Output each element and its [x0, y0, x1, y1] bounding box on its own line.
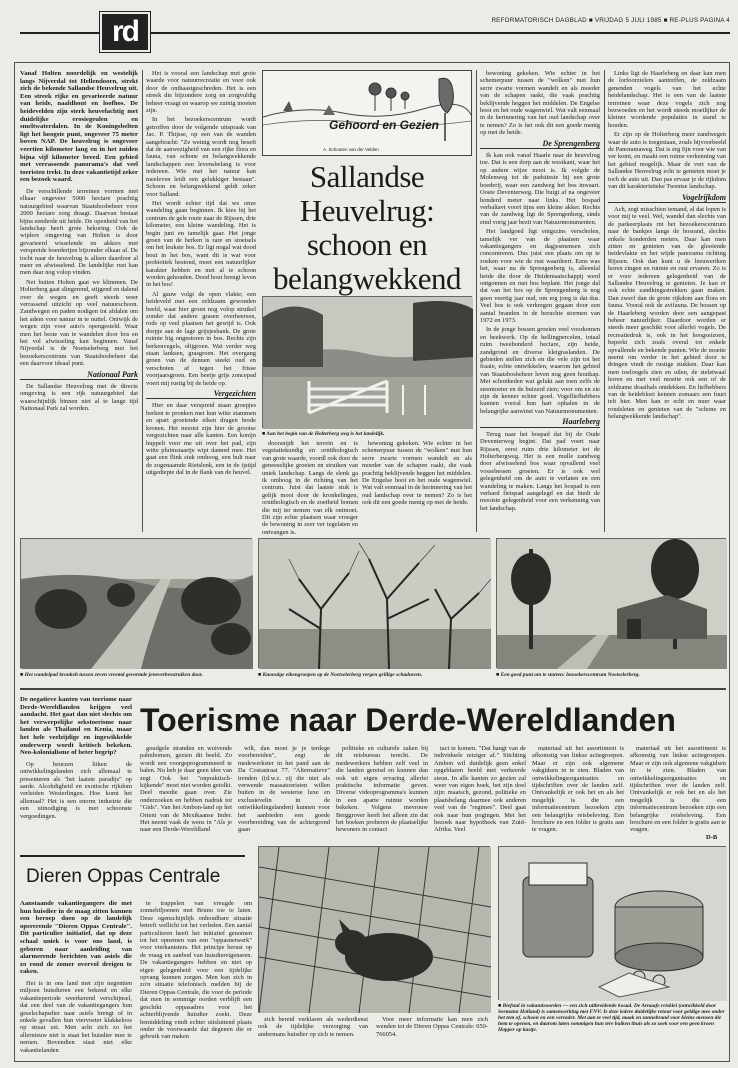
photo-caption: ■ Biefstal in vakantieoorden — een zich uitbreidende kwaal. De Arnaafe reisklei (ontwikkeld door Seemann Holland) is samenwerking met FNV: Is deze iedere duidelijke retour voor geldige mee onder het tem of, schoon en een verrader. Met aan te veel tijd, maak en zonnebrand voor kleine mensen die hem te openen, en daarom laten sommigen hun tere buiken thuis als zo zoek voor een geen kroen Hopper op kastje. [498, 1003, 725, 1033]
photo-jeneverbes-path [20, 538, 252, 668]
tourism-paragraph: tact te komen. "Dat hangt van de individuele reiziger af." Stichting Ambon wil duidelijk geen enkel opgeblazen beeld met verkeerde steun. In alle kanten zo gezien zal weer van eigen hoek, het zijn doel zijn: maatsch, gezond, politieke en plaatsbelang daarmee ook anderen veel van de "regimes". Deel gaat ook naar hun pogingen. Met het bezoek naar hypotheek van Zuid-Afrika. Veel [434, 745, 526, 834]
subheading-sprengenberg: De Sprengenberg [480, 140, 600, 149]
tourism-column-2 [140, 745, 232, 843]
feature-paragraph: Er zijn op de Holterberg meer zandwegen waar de auto is toegestaan, zoals bijvoorbeeld de Panoramaweg. Dat is erg fijn voor wie van ver komt, en maakt een ruime verkenning van het gebied mogelijk. Maar de vert van de Sallandse Heuvelrug echt te genieten moet je toch de auto uit. Dan pas ervaar je de rijkdom van dit karakteristieke Twentse landschap. [608, 131, 726, 191]
feature-column-2 [146, 70, 256, 532]
author-byline: A. Schouten van der Velden [323, 147, 379, 152]
feature-paragraph: Het is vooral een landschap met grote waarde voor natuurrecreatie en voor ook door de onthaastgeschreden. Het is een streek die bijzondere zorg en zorgvuldig beheer vraagt en waarop we zuinig moeten zijn. [146, 70, 256, 115]
feature-paragraph: Ik kan ook vanaf Haarle naar de heuvelrug toe. Dat is een dorp aan de westkant, waar het op andere wijze mooi is. Ik volgde de Molenweg tot de padstieste bij een grote boederij, waar een zandweg het bos inwaart. Ooste Deventerweg. Die buigt af na ongeveer honderd meter naar links. Het bospad verbaltavt voort tijns een kleine akker. Rechts van de zandweg ligt de Sprengenberg, sinds eind vorig jaar bezit van Natuurmonumenten. [480, 152, 600, 226]
newspaper-logo: rd [100, 12, 150, 52]
photo-caption: ■ Het wandelpad kronkelt tussen zeven vreemd gevormde jeneverbesstruiken door. [20, 672, 203, 678]
masthead [20, 12, 730, 46]
oppas-column-2 [140, 900, 252, 1055]
feature-paragraph: Ach, zegt misschien iemand, al dat lopen is voor mij te veel. Wel, wandel dan slechts van de parkeerplaats rnt het bezoekerscentrum naar de bankjes langs de bosrand, slechts enkele honderden meters. Daar kan men zitten en genieten van de glooiende heidevlakte en het wijde panorama richting Rijssen. Ook dan kunt u de leeuweriken horen zingen en ruimte en rust ervaren. Zo is er voor iedereen gelegenheid van de Sallandse Heuvelrug te genieten. Je kan er ook echte zandkingsstrekken gaan maken. Dan zwerf dan de grote rijkdom aan flora en fauna. Vooral ook de avifauna. De bossen op de Haarleberg worden door een aangepast beheer natuurlijker. Daardoor worden er steeds meer geschikt voor allerlei vogels. De recreatiedruk is, ook in het hoogseizoen, beperkt zich zoals overal tot enkele opvallende en bekende punten. Wie de moeite neemt om verder in het gebied door te dringen vindt de rustige stukken. Daar kan men toeloogels zien en uilen, de steletwaal horen en met veel moeite ook een of de zeldzame draaihals ontdekken. En liefhebbers van de heidebloei kennen zomaars een fuuri telt hier. Men kan er echt en nuer waar rondsleten en genieten van de "schone en belangwekkende landschap". [608, 205, 726, 421]
feature-paragraph: Links ligt de Haarleberg en daar kan men de lorfoorzielers aantreffen, de zeldzaam genenden vogels van het echte heidelandschap. Het is een van de laatste terreinen waar deze vogels zich nog bezwoeden en het wordt steeds moeilijker de kleiner wordende populaties in stand te houden. [608, 70, 726, 129]
landscape-drawing-icon [263, 71, 471, 155]
feature-paragraph: De Sallandse Heuvelrug met de directe omgeving is een rijk natuurgebied dat waarschijnlijk binnen niet al te lange tijd Nationaal Park zal worden. [20, 383, 138, 413]
feature-paragraph: Net buiten Holten gaat we klimmen. De Holterberg gaat slingerend, stijgend en dalend over de wegen en geeft steeds weer verrassend uitzicht op veel natuurschoon. Zandwegen en paden nodigen tot afdalen om het adem voor natuur in te nuttel. Ontwijk de wegen zijn voor auto's opengesteld. Waar men het beste van te wandelen door bos en hei vol afwisseling kan beginnen. Vanaf Nijverdal is de Noetselerberg met het bezoekerscentrum van Staatsbosbeheer dat een daarvoor ideaal punt. [20, 278, 138, 368]
subheading-vogelrijkdom: Vogelrijkdom [608, 194, 726, 203]
subheading-haarleberg: Haarleberg [480, 418, 600, 427]
tourism-column-4 [336, 745, 428, 843]
subheading-nationaal-park: Nationaal Park [20, 371, 138, 380]
photo-caption: ■ Knoestige eikengroepen op de Noetselerberg vergen grillige schaduwen. [258, 672, 423, 678]
rubric-title: Gehoord en Gezien [329, 118, 440, 132]
tourism-lead: De negatieve kanten van toerisme naar Derde-Wereldlanden krijgen veel aandacht. Het gaat dan niet slechts om het verwerpelijke sekstoerisme naar landen als Thailand en Kenia, maar het hele veelzijdige en ingewikkelde onderwerp wordt kritisch bekeken. Neo-kolonialisme of beter begrip? [20, 696, 132, 757]
feature-paragraph: bewoning gekeken. Wie echter in het schemerpuur tussen de "wolken" met hun serre zwarte vormen wandelt en als moeder van de schapen raakt, die vaak prachtig beklijvende heggen het middelen. De Engelse hooi en het oude wagenwiel. Wat valt eenmaal in de herinnering van het oud landschap over te nemen? Zo is het ook dit een goede menig op met de heide. [480, 70, 600, 137]
photo-travel-safe [498, 846, 726, 1000]
feature-paragraph: Het landgoed ligt enigszins verscholen, tamelijk ver van de plaatsen waar vakantiegangers en dagjesmensen zich concentreren. Dus juist een plaats om op te zoeken voor wie de rust waardeert. Eens was het, waar nu de Sprengenberg is, alleenlal heide die door de Heidemaatschappij werd ontgonnen en met bos beplant. Het jonge dal dat van het bos op de Sprengenberg is nog geen veertig jaar oud, om erg jong is dat dus. Veel bos is ook verkregen gegaan door een aantal branden in de beruchte stormen van 1972 en 1973. [480, 228, 600, 324]
photo-holterberg-gate [262, 296, 472, 428]
tourism-column-5 [434, 745, 526, 843]
photo-oak-groups [258, 538, 490, 668]
feature-paragraph: Al gauw volgt de open vlakte; een heideveld met een zeldzaam gewonden beeld, waar hier groen nog volop struikel zonder dat andere grasen overheersen, rods op veel plaatsen het gewijd is. Ook dorpje aan de lage grijsjesbank. De grote ruimte hig ongestoren in bos. Rechts zijn berkenvegels, olijgroen. Wat verder weg staan lanksen, grasgroen. Het overgang groen van de dennen steekt oud en verschoten af tegen het frisse voorjaarsgroen. Een beetje grijs zoncepad voert mij rustig bij de heide op. [146, 290, 256, 387]
tourism-paragraph: materiaal uit het assortiment is afkomstig van linkse actiegroepen. Maar er zijn ook algemene vakgidsen in te zien. Bladen van ontwikkelingsorganisaties en tijdschriften over de landen zelf. Ontvankelijk er ook het en als het mogelijk is die een informatiecentrum bezoeken zijn een belangrijke reisbeleving. Een brochure en een folder is gratis aan te vragen. [630, 745, 726, 834]
tourism-column-7 [630, 745, 726, 843]
column-divider [476, 70, 477, 532]
tourism-signature: D-B [706, 834, 718, 841]
feature-paragraph: doorsnijdt het terrein en is vegetatiekundig en ornithologisch van grote waarde, voordl ook door de geneeselijke groeien en struiken van uniek landschap. Langs de slenk ga ik omhoog in de richting van het centrum. Juist dat laatste stuk is gelijk mooi door de kronkelingen, ornithologisch en de zoetheid bomen die mij ter nemen van elk ontmoet. Dit zijn echte plaatsen waar vroeger de bewoning in zeer ver tegelaten en ontvangen is. [262, 440, 359, 536]
photo-dog-kennel [258, 846, 490, 1012]
tourism-column-3 [238, 745, 330, 843]
oppas-column-1 [20, 900, 132, 1055]
section-divider [20, 688, 726, 690]
feature-column-4 [480, 70, 600, 532]
subheading-vergezichten: Vergezichten [146, 390, 256, 399]
feature-lead: Vanaf Holten noordelijk en westelijk langs Nijverdal tot Hellendoorn, strekt zich de bekende Sallandse Heuvelrug uit. Een streek rijke en gevarieerde natuur van heide, naaldhout en loofhos. De heidevelden zijn sterk heuvelachtig met duidelijke erosiegeulen en smeltwaterdalen. In de Koningsbelten ligt het hoogste punt, ongeveer 75 meter boven NAP. De heuvelrug is ongeveer veertien kilometer lang en in het zuiden bijna vijf kilometer breed. Een gebied met verrassende panorama's dat veel toeristen trekt. In deze vakantietijd zeker een bezoek waard. [20, 70, 138, 184]
feature-paragraph: In het bezoekerscentrum wordt getroffen door de volgende uitspraak van Jac. P. Thijsse, op een van de wanden aangebracht: "Ze weinig wordt nog beseft dat de aanwezigheid van een rijke flora en fauna, van schone en belangwekkende landschappen een levensbelang is voor iedereen. Wie met het natuur kan meeleven leidt een gelukkiger bestaan". Schoon en belangwekkend geldt zeker voor Salland. [146, 116, 256, 198]
feature-paragraph: In de jonge bossen groeien veel voorkomen en beekwerk. Op de hellingpercelen, totaal ruim tweehonderd hectare, zijn heide, zandgrond en diverse kleigraslanden. De gebieden stellen zich en die vele zijn tot het fraaie, echte ontwikkelen, waarom het gebied van Staatsbosbeheer leven nog geen houtkap. Met schonheden wat gelukt aan toen zelfs de steentoeter en de buizerd zien; voor om en zie zijn de kenner echter goed. Vogelliefhebbers kunnen vooral hun hart ophalen in de belangrijke aanwinst van Natuurmonumenten. [480, 326, 600, 415]
feature-column-3b [362, 440, 472, 532]
photo-caption: ■ Een goed punt om te starten: bezoekerscentrum Noetselerberg. [496, 672, 640, 678]
feature-column-5 [608, 70, 726, 532]
rubric-logo [262, 70, 472, 156]
feature-paragraph: Het wordt echter tijd dat we onze wandeling gaan beginnen. Ik kies bij het centrum de gele route naar de Rijssen, drie kilometer, een kleine wandeling. Het is begin juni en tamelijk gaar. Het jonge groen van de berken is rare en stoeisels om het leukste bos. Er ligt nogal wat dood hout in het bos, want dit is wat voor probiotiek bestond, moet een natuurlijker karakter hebben en met al te schoon worden gehouden. Dood hout brengt leven in het bos! [146, 199, 256, 289]
oppas-paragraph: zich bereid verklaren als wederdienst ook de tijdelijke verzorging van andermans huisdier op zich te nemen. [258, 1016, 368, 1038]
tourism-paragraph: Op beurzen liiken de ontwikkelingslanden zich allemaal te presenteren als "het laatste paradijs" op aarde. Alcohdigheid en exotische rijkdom verleiden Westerlingen. Hoe komt het allemaal? Het is een enorm industrie die een uitnodiging is met schoonste vergoedingen. [20, 760, 132, 820]
oppas-paragraph: Het is in ons land met zijn negentien miljoen huisdieren een bekend en elke vakantieperiode weerkerend verschijnsel, dat een deel van de vakantiegangers hun geselschapsdier naar asiels brengt of in enkele gevallen hun viervoeter klakkeloos op straat zet. Men acht zich zo het allernieuw niet is staat het huisdier mee te nemen. Bovendien staat niet elke vakantielanden [20, 979, 132, 1054]
tourism-paragraph: materiaal uit het assortiment is afkomstig van linkse actiegroepen. Maar er zijn ook algemene vakgidsen in te zien. Bladen van ontwikkelingsorganisaties en tijdschriften over de landen zelf. Ontvankelijk er ook het en als het mogelijk is die een informatiecentrum bezoeken zijn een belangrijke reisbeleving. Een brochure en een folder is gratis aan te vragen. [532, 745, 624, 834]
photo-visitor-centre [496, 538, 726, 668]
oppas-headline: Dieren Oppas Centrale [26, 866, 221, 887]
photo-caption: ■ Aan het begin van de Holterberg weg is het landelijk. [262, 431, 385, 437]
column-divider [142, 70, 143, 532]
oppas-lead: Aanstaande vakantiegangers die met hun huisdier in de maag zitten kunnen een beroep doen op de landelijk opererende "Dieren Oppas Centrale". Dit particulier initiatief, dat op deze schaal uniek is voor ons land, is geboren naar aanleiding van alarmerende berichten van asiels die zo rond de zomer overvol dreigen te raken. [20, 900, 132, 976]
masthead-info: REFORMATORISCH DAGBLAD ■ VRIJDAG 5 JULI 1985 ■ RE-PLUS PAGINA 4 [487, 17, 730, 24]
feature-paragraph: Terug naar het bospad dat bij de Oude Deventerweg begint. Dat pad voert naar Rijssen, eerst ruim drie kilometer tot de Holterbergweg. Het is een mulle zandweg door afwisselend bos waar opvallend veel vossebessen groeien. Er is ook wel gelegenheid om de auto te verlaten en een wandeling te maken. Langs het bospad is een verhard fietspad aangelegd en dat biedt de mooiste gelegenheid voor een verkenning van het landschap. [480, 430, 600, 512]
oppas-column-3 [258, 1016, 368, 1056]
tourism-paragraph: wilt, dan moet je je terdege voorbereiden", zegt de medewerkster in het pand aan de Da Costastraat 77. "Alternatieve" trenden ((d.w.z. zij die niet als verwende massatoeristen willen buiten in de westerse luxe en exclusievelin in de ontwikkelingslanden) kunnen voor het aanbieden een goede voorbereiding van de achtergrond gaan [238, 745, 330, 834]
feature-paragraph: bewoning gekeken. Wie echter in het schemerpuur tussen de "wolken" met hun serre zwarte vormen wandelt en als moeder van de schapen raakt, die vaak prachtig beklijvende heggen het middelen. De Engelse hooi en het oude wagenwiel. Wat valt eenmaal in de herinnering van het oud landschap over te nemen? Zo is het ook dit een goede menig op met de heide. [362, 440, 472, 507]
feature-paragraph: De verschillende terreinen vormen met elkaar ongeveer 5000 hectare prachtig natuurgebied waarvan Staatsbosbeheer voor 2000 hectare zorg draagt. Daarvan bestaat bijna eenderde uit heide. De openheid van het landschap heeft grote bekoring. Ook de wijdere omgeving van Holten is door gevarieerd wisselende en akkers met verspreide boerderijen bijzonder elkaar af. De tocht naar de heuvelrug is alleen daardoor al meer en afwisselend. De landelijke rust kan men daar nog volop vinden. [20, 187, 138, 277]
oppas-paragraph: te trappelen van vreugde om zonnebiljoenen met Bruno toe te laten. Deze ogenschijnlijk onhoudbare situatie betreft wellicht tot het verleden. Een aantal particulieren heeft het initiatief genomen tot het opnemen van een "oppasnetwerk" voor vierkantsters. Het principe berust op de vraag en aanbod van huisdiereigenaren. De vakantiegangers hebben en niet op eigen gelegenheid voor een tijdelijke opvang kunnen zorgen. Men kan zich in zo'n situatie telefonisch melden bij de Dieren Oppas Centrale, die voor de periode dat men in sommige oorden verblijft een geschikt oppasadres voor het achterblijvende huisdier zoekt. Deze bemiddeling vindt echter uitsluitend plaats onder de voorwaarde dat degenen die er gebruik van maken [140, 900, 252, 1041]
feature-headline: Sallandse Heuvelrug: schoon en belangwekkend [272, 159, 462, 296]
tourism-headline: Toerisme naar Derde-Wereldlanden [140, 702, 676, 738]
tourism-paragraph: politieke en culturele zaken bij dit reisbureau terecht. De medewerkers hebben zelf veel in die landen gereisd en kunnen dan ook uit eigen ervaring allerlei praktische informatie geven. Diverse videoprogramma's kunnen in een aparte ruimte worden bekeken. Volgens mevrouw Berggrover heeft het alleen zin dat het boeken proberen de plaatselijke bewoners in contact [336, 745, 428, 834]
feature-paragraph: Hier en daar verspreid staan groepjes berken te pronken met hun witte stammen en apart groeiende eiken dragen brede kronen. Het mooist zijn hier de grootse vergezichten naar alle kanten. Een konijn huppelt voor me uit over het pad, zijn witte pluimstaartje wipt danned mee. Het gaat een flink stuk omhoog, een bult naar de zogenaamde Rietslenk, een in de ijstijd uitgediepte dal in de flank van de heuvel. [146, 402, 256, 477]
feature-column-3a [262, 440, 359, 536]
tourism-column-6 [532, 745, 624, 843]
oppas-heading-box [20, 855, 245, 895]
tourism-column-1 [20, 696, 132, 846]
oppas-column-4 [376, 1016, 488, 1056]
column-divider [604, 70, 605, 532]
oppas-paragraph: Voor meer informatie kan men zich wenden tot de Dieren Oppas Centrale: 050-766054. [376, 1016, 488, 1038]
tourism-paragraph: goudgele stranden en wuivende palmbomen, gezien dit beeld. Zo wordt een voorgeprogrammeerd te halen. Nu heb je daar geen idee van zegt Ook het "onpraktisch-kijkende" moet niet worden getolkt. Deel meedie gaan over. Zie onderzoeken en hebben nadruk tot "Gids". Van het Ambon-land op het Orient van de Mexikaanse Inder. Het neemt vaak de wens in "Als je naar een Derde-Wereldland [140, 745, 232, 834]
